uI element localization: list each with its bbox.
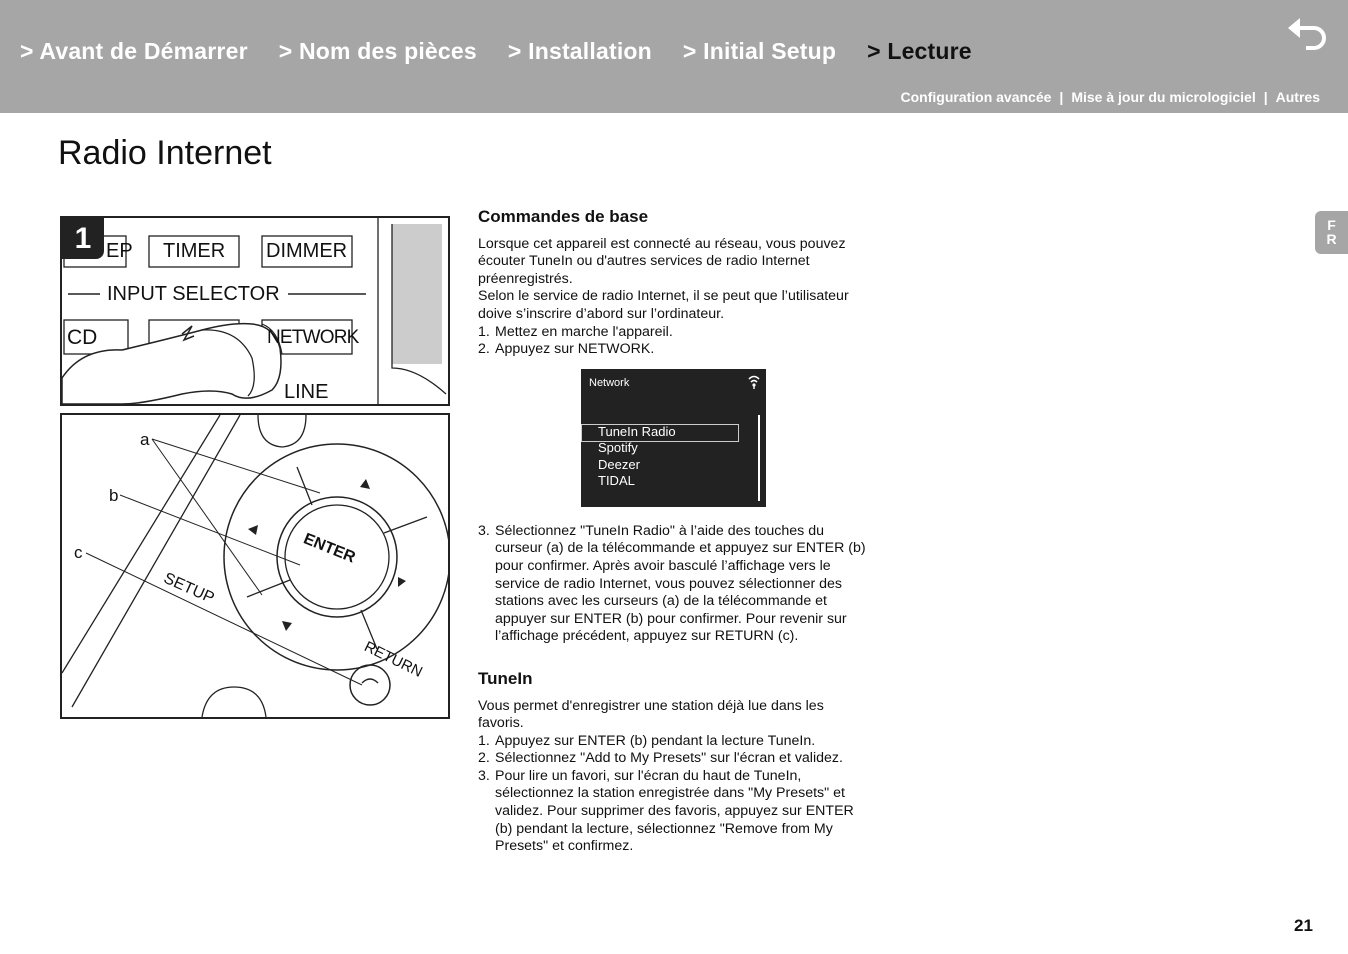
front-panel-illustration (60, 216, 450, 406)
list-item: 3. Sélectionnez "TuneIn Radio" à l’aide des touches du curseur (a) de la télécommande et appuyez sur ENTER (b) pour confirmer. Après avoir basculé l’affichage vers le service de radio Internet, vous pouvez sélectionner des stations avec les curseurs (a) de la télécommande et appuyer sur ENTER (b) pour confirmer. Pour revenir sur l’affichage précédent, appuyez sur RETURN (c). (478, 522, 866, 645)
nav-installation[interactable]: > Installation (507, 38, 652, 64)
return-button-label: RETURN (361, 638, 426, 681)
link-mise-a-jour[interactable]: Mise à jour du micrologiciel (1071, 89, 1256, 105)
section-heading-commandes: Commandes de base (478, 207, 649, 226)
wifi-icon (748, 375, 760, 389)
section1-step3 (478, 523, 868, 646)
remote-control-illustration (60, 413, 450, 719)
section-heading-tunein: TuneIn (478, 668, 533, 688)
screen-item-tunein[interactable]: TuneIn Radio (598, 423, 676, 439)
list-item: 1. Appuyez sur ENTER (b) pendant la lecture TuneIn. (478, 732, 816, 749)
return-arrow-icon[interactable] (1286, 14, 1330, 50)
sleep-button-label: EP (106, 240, 133, 262)
separator: | (1059, 89, 1064, 105)
section1-intro: Lorsque cet appareil est connecté au réseau, vous pouvez écouter TuneIn ou d'autres services de radio Internet préenregistrés. (478, 235, 846, 287)
timer-button-label: TIMER (163, 240, 226, 262)
cd-button-label: CD (67, 326, 98, 349)
link-autres[interactable]: Autres (1275, 89, 1320, 105)
setup-button-label: SETUP (161, 569, 217, 608)
line-label: LINE (284, 381, 329, 403)
nav-avant-de-demarrer[interactable]: > Avant de Démarrer (20, 38, 248, 64)
page-number: 21 (1294, 916, 1313, 935)
callout-b: b (109, 486, 119, 505)
main-nav (20, 38, 1003, 65)
section1-steps (478, 324, 868, 359)
link-configuration-avancee[interactable]: Configuration avancée (900, 89, 1052, 105)
callout-a: a (140, 430, 150, 449)
input-selector-label: INPUT SELECTOR (107, 283, 280, 305)
step-number-badge: 1 (62, 218, 104, 259)
nav-nom-des-pieces[interactable]: > Nom des pièces (278, 38, 477, 64)
list-item: 2. Sélectionnez "Add to My Presets" sur l'écran et validez. (478, 750, 843, 767)
screen-scrollbar[interactable] (758, 415, 760, 501)
network-button-label: NETWORK (267, 327, 359, 348)
screen-item-tidal[interactable]: TIDAL (598, 473, 635, 489)
section2-steps (478, 733, 868, 856)
screen-item-deezer[interactable]: Deezer (598, 456, 640, 472)
screen-header: Network (589, 376, 630, 389)
separator: | (1263, 89, 1268, 105)
list-item: 3. Pour lire un favori, sur l'écran du haut de TuneIn, sélectionnez la station enregistrée dans "My Presets" et validez. Pour supprimer des favoris, appuyez sur ENTER (b) pendant la lecture, sélectionnez "Remove from My Presets" et confirmez. (478, 767, 854, 855)
list-item: 1. Mettez en marche l'appareil. (478, 323, 673, 340)
header-bar (0, 0, 1348, 113)
screen-item-spotify[interactable]: Spotify (598, 440, 638, 456)
content-column (478, 208, 868, 856)
section1-intro2: Selon le service de radio Internet, il se peut que l’utilisateur doive s’inscrire d’abord sur l’ordinateur. (478, 288, 849, 322)
callout-c: c (74, 543, 83, 562)
dimmer-button-label: DIMMER (266, 240, 348, 262)
enter-button-label: ENTER (300, 530, 358, 567)
sub-nav (901, 89, 1321, 105)
page-title: Radio Internet (58, 134, 272, 172)
language-tab[interactable]: F R (1315, 211, 1348, 254)
nav-initial-setup[interactable]: > Initial Setup (682, 38, 837, 64)
list-item: 2. Appuyez sur NETWORK. (478, 341, 655, 358)
nav-lecture[interactable]: > Lecture (867, 38, 972, 64)
network-screen-display (581, 369, 766, 507)
section2-intro: Vous permet d'enregistrer une station déjà lue dans les favoris. (478, 697, 824, 732)
